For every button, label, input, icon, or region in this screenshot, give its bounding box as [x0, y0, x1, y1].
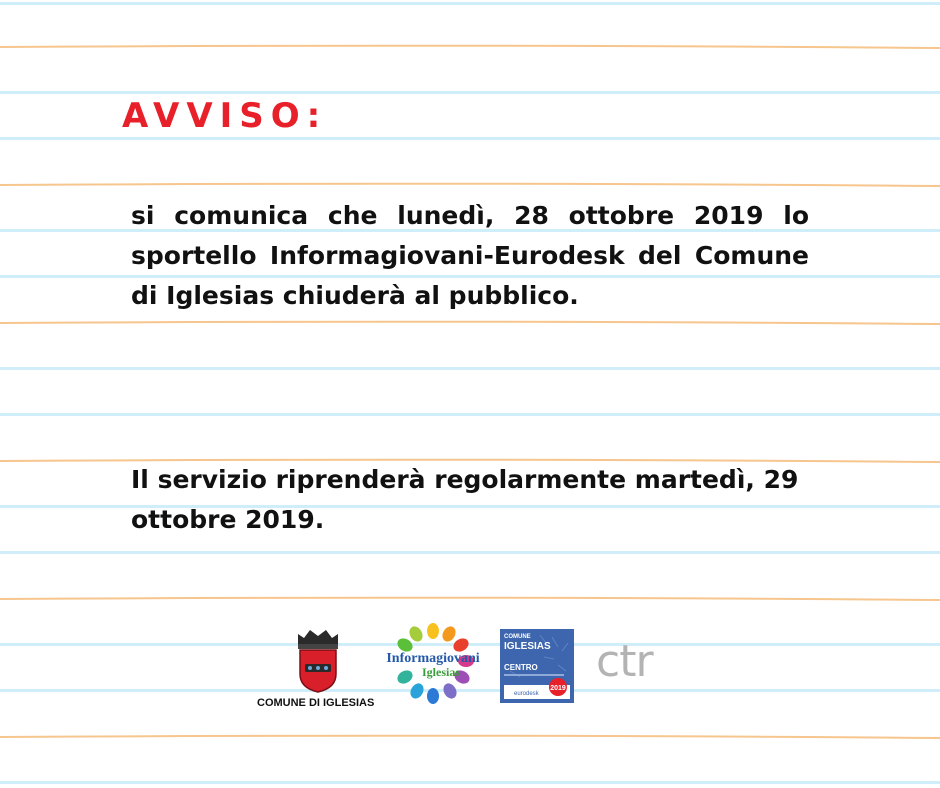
ctr-logo [596, 640, 680, 684]
notice-paragraph-reopening: Il servizio riprenderà regolarmente martedì, 29 ottobre 2019. [131, 465, 799, 534]
comune-logo-label: COMUNE DI IGLESIAS [257, 697, 375, 709]
notice-paragraph-closure: si comunica che lunedì, 28 ottobre 2019 lo sportello Informagiovani-Eurodesk del Comune di Iglesias chiuderà al pubblico. [131, 201, 809, 310]
informagiovani-line1: Informagiovani [386, 651, 480, 666]
centro-line2: IGLESIAS [504, 641, 551, 652]
centro-eurodesk-logo [500, 629, 574, 703]
petal-ring-icon [378, 621, 488, 711]
comune-logo [292, 626, 344, 694]
centro-line1: COMUNE [504, 634, 531, 640]
notice-title: AVVISO: [122, 96, 328, 136]
informagiovani-line2: Iglesias [421, 665, 461, 679]
informagiovani-logo [378, 621, 488, 711]
centro-line3: CENTRO [504, 663, 538, 672]
centro-badge-graphic [500, 629, 574, 703]
centro-badge-year: 2019 [550, 685, 566, 692]
centro-footer: eurodesk [514, 691, 539, 697]
city-crest-icon [292, 626, 344, 694]
ctr-logo-text: ctr [596, 640, 653, 684]
